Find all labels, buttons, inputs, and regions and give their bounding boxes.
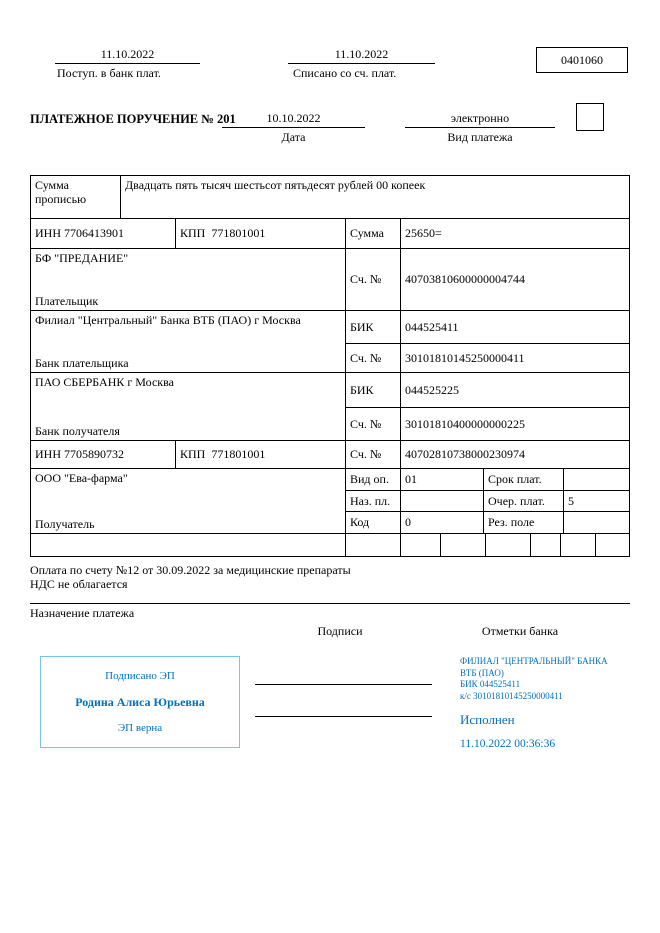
purpose-code-label: Наз. пл. [345, 490, 400, 511]
payer-bank-bik-value: 044525411 [400, 310, 630, 343]
beneficiary-bank-bik-label: БИК [345, 372, 400, 407]
beneficiary-account-value: 40702810738000230974 [400, 440, 630, 468]
purpose-text-line1: Оплата по счету №12 от 30.09.2022 за медицинские препараты [30, 563, 351, 577]
tax-field-cell-5 [530, 533, 560, 557]
beneficiary-name: ООО "Ева-фарма" [35, 471, 128, 485]
payment-kind-line [405, 127, 555, 128]
tax-field-cell-7 [595, 533, 630, 557]
esign-signer-name: Родина Алиса Юрьевна [75, 694, 205, 709]
beneficiary-bank-cell [30, 372, 345, 440]
beneficiary-account-label: Сч. № [345, 440, 400, 468]
bank-marks-label: Отметки банка [481, 624, 559, 638]
signature-line-1 [255, 684, 432, 685]
beneficiary-bank-account-value: 30101810400000000225 [400, 407, 630, 440]
payer-account-value: 40703810600000004744 [400, 248, 630, 310]
received-date-label: Поступ. в банк плат. [57, 66, 161, 80]
code-value: 0 [400, 511, 483, 533]
amount-label: Сумма [345, 218, 400, 248]
purpose-label: Назначение платежа [30, 606, 135, 620]
tax-field-cell-3 [440, 533, 485, 557]
document-date-label: Дата [281, 130, 306, 144]
debited-date-line [288, 63, 435, 64]
priority-label: Очер. плат. [483, 490, 563, 511]
payer-label: Плательщик [35, 293, 99, 308]
stamp-corr-account: к/с 30101810145250000411 [460, 691, 563, 702]
signature-line-2 [255, 716, 432, 717]
due-date-value [563, 468, 630, 490]
stamp-bank-name-line2: ВТБ (ПАО) [460, 667, 504, 678]
priority-value: 5 [563, 490, 630, 511]
payment-kind-value: электронно [450, 111, 510, 125]
esign-signed-text: Подписано ЭП [105, 669, 175, 682]
payer-bank-account-value: 30101810145250000411 [400, 343, 630, 372]
amount-words-label: Сумма прописью [30, 175, 120, 218]
payer-bank-bik-label: БИК [345, 310, 400, 343]
op-type-label: Вид оп. [345, 468, 400, 490]
reserve-value [563, 511, 630, 533]
payment-type-box [576, 103, 604, 131]
amount-words-value: Двадцать пять тысяч шестьсот пятьдесят рублей 00 копеек [120, 175, 630, 218]
due-date-label: Срок плат. [483, 468, 563, 490]
purpose-code-value [400, 490, 483, 511]
received-date-value: 11.10.2022 [100, 47, 155, 61]
bank-stamp [460, 656, 635, 750]
form-code-box: 0401060 [536, 47, 628, 73]
tax-field-cell-6 [560, 533, 595, 557]
beneficiary-bank-label: Банк получателя [35, 423, 120, 438]
payer-bank-label: Банк плательщика [35, 355, 129, 370]
purpose-text-line2: НДС не облагается [30, 577, 128, 591]
payment-kind-label: Вид платежа [447, 130, 513, 144]
payer-cell [30, 248, 345, 310]
document-date-value: 10.10.2022 [266, 111, 321, 125]
payer-inn: ИНН 7706413901 [30, 218, 175, 248]
payer-bank-account-label: Сч. № [345, 343, 400, 372]
payer-kpp: КПП 771801001 [175, 218, 345, 248]
payment-order-table [30, 175, 630, 557]
beneficiary-cell [30, 468, 345, 533]
beneficiary-kpp: КПП 771801001 [175, 440, 345, 468]
amount-value: 25650= [400, 218, 630, 248]
stamp-datetime: 11.10.2022 00:36:36 [460, 737, 556, 750]
esign-valid-text: ЭП верна [117, 722, 163, 735]
document-title: ПЛАТЕЖНОЕ ПОРУЧЕНИЕ № 201 [30, 112, 236, 126]
debited-date-value: 11.10.2022 [334, 47, 389, 61]
code-label: Код [345, 511, 400, 533]
beneficiary-label: Получатель [35, 516, 95, 531]
beneficiary-bank-name: ПАО СБЕРБАНК г Москва [35, 375, 174, 389]
tax-field-cell-0 [30, 533, 345, 557]
signatures-label: Подписи [317, 624, 363, 638]
stamp-bank-name-line1: ФИЛИАЛ "ЦЕНТРАЛЬНЫЙ" БАНКА [460, 656, 608, 666]
stamp-status: Исполнен [460, 711, 515, 727]
beneficiary-bank-bik-value: 044525225 [400, 372, 630, 407]
beneficiary-bank-account-label: Сч. № [345, 407, 400, 440]
payer-bank-cell [30, 310, 345, 372]
tax-field-cell-1 [345, 533, 400, 557]
tax-field-cell-2 [400, 533, 440, 557]
beneficiary-inn: ИНН 7705890732 [30, 440, 175, 468]
op-type-value: 01 [400, 468, 483, 490]
payer-name: БФ "ПРЕДАНИЕ" [35, 251, 129, 265]
tax-field-cell-4 [485, 533, 530, 557]
received-date-line [55, 63, 200, 64]
stamp-bik: БИК 044525411 [460, 679, 521, 690]
payer-account-label: Сч. № [345, 248, 400, 310]
esign-stamp [40, 656, 240, 748]
debited-date-label: Списано со сч. плат. [293, 66, 397, 80]
reserve-label: Рез. поле [483, 511, 563, 533]
purpose-underline [30, 603, 630, 604]
payer-bank-name: Филиал "Центральный" Банка ВТБ (ПАО) г Москва [35, 313, 301, 327]
document-date-line [222, 127, 365, 128]
